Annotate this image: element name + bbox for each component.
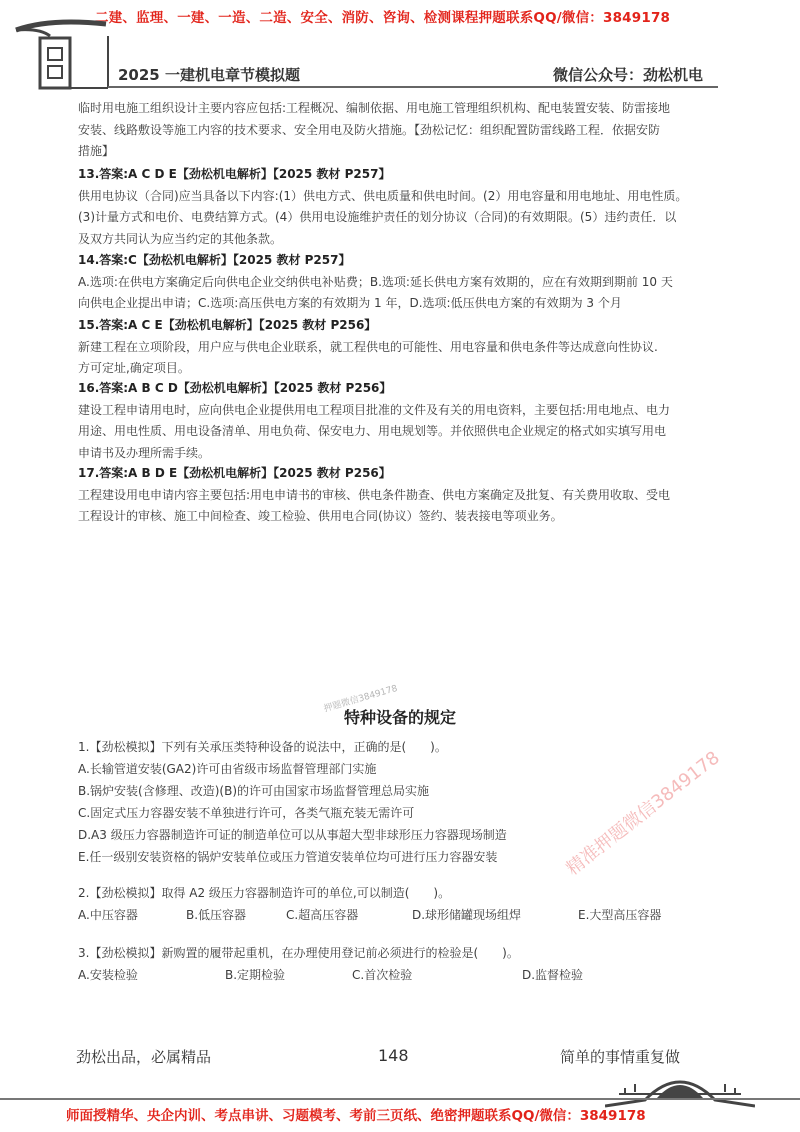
bridge-ornament-icon — [605, 1060, 755, 1108]
question-3-option-d: D.监督检验 — [522, 968, 584, 982]
page-title: 2025 一建机电章节模拟题 — [118, 66, 300, 84]
question-2-option-b: B.低压容器 — [186, 908, 247, 922]
pavilion-ornament-icon — [10, 16, 120, 96]
answer-line: 工程建设用电申请内容主要包括:用电申请书的审核、供电条件勘查、供电方案确定及批复、有关费用收取、受电 — [78, 487, 671, 502]
intro-paragraph — [78, 98, 723, 163]
intro-line: 措施】 — [78, 144, 115, 158]
question-3-stem: 3.【劲松模拟】新购置的履带起重机，在办理使用登记前必须进行的检验是( )。 — [78, 946, 519, 960]
wechat-account: 微信公众号：劲松机电 — [553, 66, 704, 84]
answer-line: 工程设计的审核、施工中间检查、竣工检验、供用电合同(协议）签约、装表接电等项业务。 — [78, 509, 563, 523]
answer-line: 新建工程在立项阶段，用户应与供电企业联系，就工程供电的可能性、用电容量和供电条件等达成意向性协议. — [78, 339, 658, 354]
question-2-option-c: C.超高压容器 — [286, 908, 359, 922]
answer-line: 向供电企业提出申请；C.选项:高压供电方案的有效期为 1 年，D.选项:低压供电方案的有效期为 3 个月 — [78, 296, 622, 310]
question-1-option-c: C.固定式压力容器安装不单独进行许可，各类气瓶充装无需许可 — [78, 806, 415, 820]
section-title: 特种设备的规定 — [343, 708, 456, 727]
intro-line: 安装、线路敷设等施工内容的技术要求、安全用电及防火措施。【劲松记忆：组织配置防雷线路工程．依据安防 — [78, 122, 661, 137]
intro-line: 临时用电施工组织设计主要内容应包括:工程概况、编制依据、用电施工管理组织机构、配电装置安装、防雷接地 — [78, 101, 671, 115]
answer-14 — [78, 250, 723, 315]
answer-head: 16.答案:A B C D【劲松机电解析】【2025 教材 P256】 — [78, 381, 392, 395]
answer-head: 13.答案:A C D E【劲松机电解析】【2025 教材 P257】 — [78, 167, 391, 181]
question-3-option-c: C.首次检验 — [352, 968, 413, 982]
answer-line: 方可定址,确定项目。 — [78, 361, 190, 375]
answer-13 — [78, 164, 723, 250]
question-1-option-a: A.长输管道安装(GA2)许可由省级市场监督管理部门实施 — [78, 762, 377, 776]
watermark-small: 押题微信3849178 — [322, 683, 399, 715]
question-1-option-b: B.锅炉安装(含修理、改造)(B)的许可由国家市场监督管理总局实施 — [78, 784, 430, 798]
answer-line: 用途、用电性质、用电设备清单、用电负荷、保安电力、用电规划等。并依照供电企业规定的格式如实填写用电 — [78, 424, 667, 438]
page-number: 148 — [378, 1046, 409, 1065]
footer-divider — [0, 1098, 800, 1100]
answer-head: 14.答案:C【劲松机电解析】【2025 教材 P257】 — [78, 253, 351, 267]
answer-16 — [78, 378, 723, 464]
answer-head: 17.答案:A B D E【劲松机电解析】【2025 教材 P256】 — [78, 466, 391, 480]
answer-17 — [78, 463, 723, 528]
answer-line: (3)计量方式和电价、电费结算方式。(4）供用电设施维护责任的划分协议（合同)的有效期限。(5）违约责任．以 — [78, 210, 677, 224]
header-divider — [108, 86, 718, 88]
answer-head: 15.答案:A C E【劲松机电解析】【2025 教材 P256】 — [78, 318, 377, 332]
bottom-banner: 师面授精华、央企内训、考点串讲、习题模考、考前三页纸、绝密押题联系QQ/微信：3849178 — [66, 1108, 646, 1124]
question-2-option-e: E.大型高压容器 — [578, 908, 662, 922]
question-1-option-e: E.任一级别安装资格的锅炉安装单位或压力管道安装单位均可进行压力容器安装 — [78, 850, 498, 864]
question-1-option-d: D.A3 级压力容器制造许可证的制造单位可以从事超大型非球形压力容器现场制造 — [78, 828, 507, 842]
footer-slogan-left: 劲松出品，必属精品 — [76, 1048, 212, 1066]
top-banner: 二建、监理、一建、一造、二造、安全、消防、咨询、检测课程押题联系QQ/微信：3849178 — [95, 10, 671, 26]
question-3-option-a: A.安装检验 — [78, 968, 138, 982]
question-2-stem: 2.【劲松模拟】取得 A2 级压力容器制造许可的单位,可以制造( )。 — [78, 886, 451, 900]
watermark-diagonal: 精准押题微信3849178 — [562, 747, 724, 880]
question-2-option-a: A.中压容器 — [78, 908, 138, 922]
question-3-option-b: B.定期检验 — [225, 968, 286, 982]
answer-line: 申请书及办理所需手续。 — [78, 445, 211, 460]
answer-line: 供用电协议（合同)应当具备以下内容:(1）供电方式、供电质量和供电时间。(2）用电容量和用电地址、用电性质。 — [78, 188, 688, 203]
footer-slogan-right: 简单的事情重复做 — [560, 1048, 681, 1066]
answer-line: 及双方共同认为应当约定的其他条款。 — [78, 231, 283, 246]
question-1-stem: 1.【劲松模拟】下列有关承压类特种设备的说法中，正确的是( )。 — [78, 740, 447, 754]
question-2-option-d: D.球形储罐现场组焊 — [412, 908, 522, 922]
answer-15 — [78, 315, 723, 380]
answer-line: A.选项:在供电方案确定后向供电企业交纳供电补贴费；B.选项:延长供电方案有效期的，应在有效期到期前 10 天 — [78, 274, 673, 289]
answer-line: 建设工程申请用电时，应向供电企业提供用电工程项目批准的文件及有关的用电资料，主要包括:用电地点、电力 — [78, 402, 671, 417]
